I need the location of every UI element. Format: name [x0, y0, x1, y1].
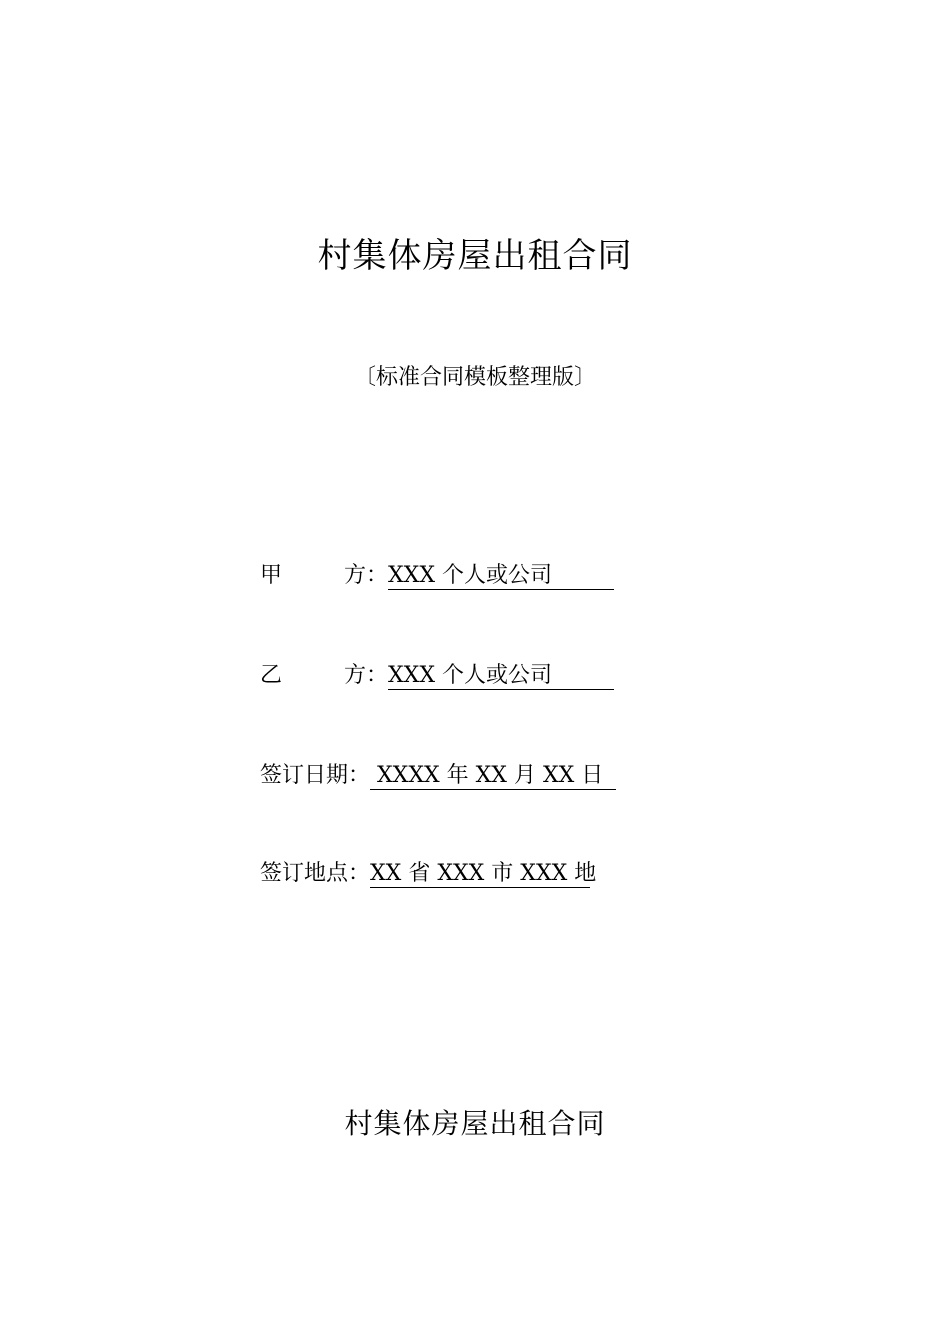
party-b-label: [260, 660, 388, 692]
party-a-label-first: 甲: [260, 563, 283, 588]
party-a-value: XXX 个人或公司: [388, 563, 614, 590]
sign-place-label: 签订地点：: [260, 861, 371, 886]
footer-title: 村集体房屋出租合同: [344, 1107, 606, 1140]
party-b-field: [260, 660, 614, 692]
party-b-label-first: 乙: [260, 663, 283, 688]
party-a-label-second: 方：: [343, 563, 388, 588]
document-subtitle: 〔标准合同模板整理版〕: [353, 365, 596, 390]
party-b-value: XXX 个人或公司: [388, 663, 614, 690]
document-title: 村集体房屋出租合同: [317, 236, 633, 276]
party-a-label: [260, 560, 388, 592]
sign-date-field: [260, 760, 616, 792]
sign-date-value: XXXX 年 XX 月 XX 日: [370, 763, 616, 790]
party-a-field: [260, 560, 614, 592]
party-b-label-second: 方：: [343, 663, 388, 688]
sign-date-label: 签订日期：: [260, 763, 371, 788]
sign-place-value: XX 省 XXX 市 XXX 地: [370, 861, 597, 886]
sign-place-field: [260, 858, 597, 890]
